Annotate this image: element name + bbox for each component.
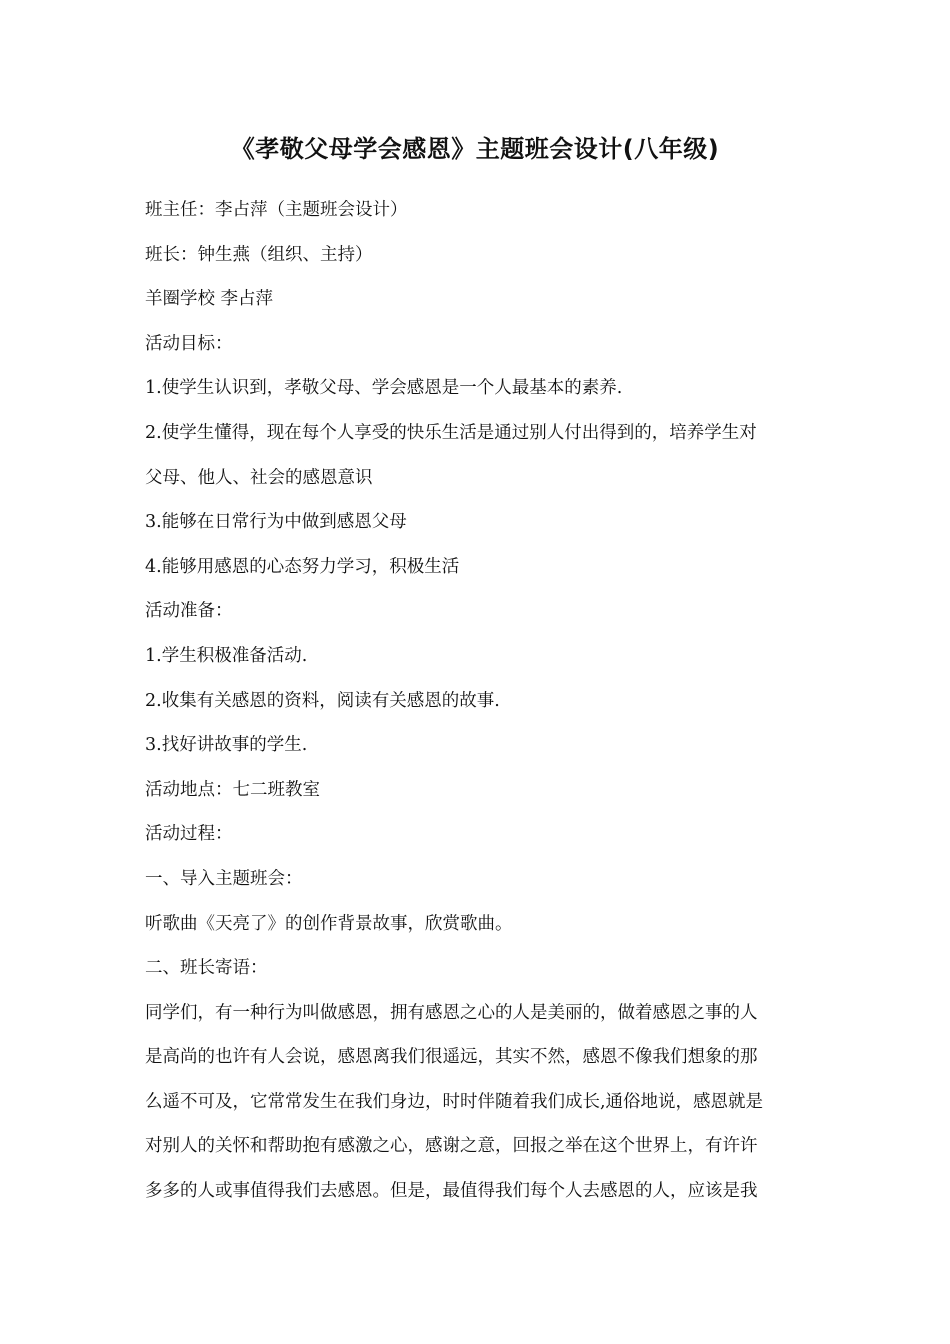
preparation-item-2: 2.收集有关感恩的资料，阅读有关感恩的故事. <box>145 690 500 711</box>
school-author-line: 羊圈学校 李占萍 <box>145 289 274 310</box>
document-body <box>145 194 813 1220</box>
preparation-item-3: 3.找好讲故事的学生. <box>145 735 308 756</box>
process-step-1-heading: 一、导入主题班会： <box>145 868 303 889</box>
section-heading-preparation: 活动准备： <box>145 601 233 622</box>
paragraph-line: 同学们，有一种行为叫做感恩，拥有感恩之心的人是美丽的，做着感恩之事的人 <box>145 1002 758 1023</box>
head-teacher-line: 班主任：李占萍（主题班会设计） <box>145 200 408 220</box>
paragraph-line: 对别人的关怀和帮助抱有感激之心，感谢之意，回报之举在这个世界上，有许许 <box>145 1136 758 1157</box>
section-heading-goals: 活动目标： <box>145 333 233 354</box>
goal-item-4: 4.能够用感恩的心态努力学习，积极生活 <box>145 556 460 577</box>
section-heading-process: 活动过程： <box>145 824 233 845</box>
document-title: 《孝敬父母学会感恩》主题班会设计(八年级) <box>230 135 720 163</box>
paragraph-line: 么遥不可及，它常常发生在我们身边，时时伴随着我们成长,通俗地说，感恩就是 <box>145 1091 764 1112</box>
goal-item-2-continued: 父母、他人、社会的感恩意识 <box>145 467 373 488</box>
goal-item-2: 2.使学生懂得，现在每个人享受的快乐生活是通过别人付出得到的，培养学生对 <box>145 422 757 443</box>
goal-item-3: 3.能够在日常行为中做到感恩父母 <box>145 512 407 533</box>
paragraph-line: 是高尚的也许有人会说，感恩离我们很遥远，其实不然，感恩不像我们想象的那 <box>145 1047 758 1068</box>
goal-item-1: 1.使学生认识到，孝敬父母、学会感恩是一个人最基本的素养. <box>145 378 623 399</box>
paragraph-line: 多多的人或事值得我们去感恩。但是，最值得我们每个人去感恩的人，应该是我 <box>145 1181 758 1202</box>
activity-location-line: 活动地点：七二班教室 <box>145 779 320 800</box>
process-step-2-heading: 二、班长寄语： <box>145 958 268 979</box>
preparation-item-1: 1.学生积极准备活动. <box>145 645 308 666</box>
monitor-message-paragraph <box>145 997 813 1220</box>
process-step-1-text: 听歌曲《天亮了》的创作背景故事，欣赏歌曲。 <box>145 913 513 934</box>
monitor-line: 班长：钟生燕（组织、主持） <box>145 244 373 265</box>
